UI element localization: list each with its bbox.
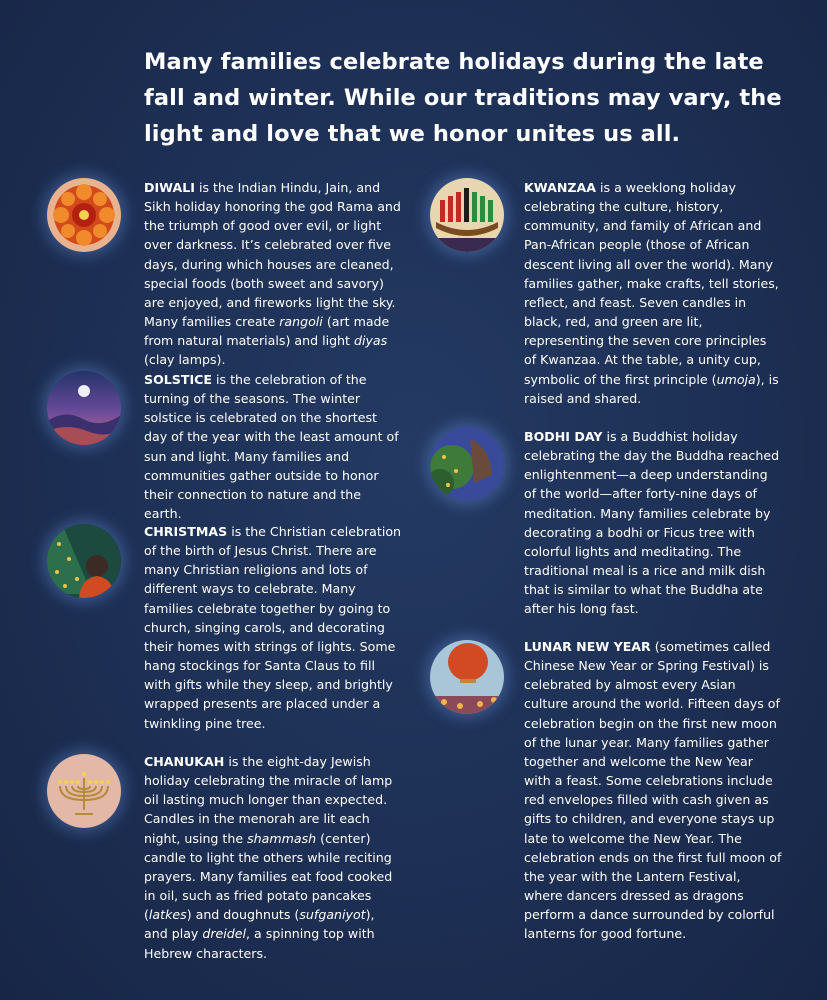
italic-term: dreidel — [202, 926, 247, 942]
holiday-title: DIWALI — [144, 180, 195, 195]
holiday-description: ), is raised and shared. — [524, 371, 779, 406]
italic-term: umoja — [716, 371, 756, 387]
solstice-moon-icon — [47, 371, 121, 445]
italic-term: latkes — [148, 907, 187, 923]
lantern-icon — [430, 640, 504, 714]
holiday-entry-bodhi-day — [524, 427, 782, 619]
holiday-description: is the Indian Hindu, Jain, and Sikh holiday honoring the god Rama and the triumph of good over evil, or light over darkness. It’s celebrated over five days, during which houses are cleaned, special foods (both sweet and savory) are enjoyed, and fireworks light the sky. Many families create — [144, 180, 401, 330]
holiday-entry-kwanzaa — [524, 178, 782, 408]
kinara-candles-icon — [430, 178, 504, 252]
holiday-description: is the Christian celebration of the birth of Jesus Christ. There are many Christian religions and lots of different ways to celebrate. Many families celebrate together by going to church, singing carols, and decorating their homes with strings of lights. Some hang stockings for Santa Claus to fill with gifts while they sleep, and brightly wrapped presents are placed under a twinkling pine tree. — [144, 524, 402, 731]
holiday-description: is the celebration of the turning of the seasons. The winter solstice is celebrated on the shortest day of the year with the least amount of sun and light. Many families and communities gather outside to honor their connection to nature and the earth. — [144, 372, 399, 522]
holiday-description: , a spinning top with Hebrew characters. — [144, 926, 375, 961]
holiday-title: CHANUKAH — [144, 754, 225, 769]
holiday-description: (center) candle to light the others while reciting prayers. Many families eat food cooked in oil, such as fried potato pancakes ( — [144, 830, 393, 923]
italic-term: rangoli — [279, 314, 323, 330]
diwali-rangoli-icon — [47, 178, 121, 252]
holiday-description: (art made from natural materials) and light — [144, 314, 390, 349]
italic-term: shammash — [247, 830, 317, 846]
holiday-entry-solstice — [144, 370, 402, 523]
holiday-title: KWANZAA — [524, 180, 596, 195]
italic-term: diyas — [353, 333, 388, 349]
holiday-description: is a Buddhist holiday celebrating the day the Buddha reached enlightenment—a deep understanding of the world—after forty-nine days of meditation. Many families celebrate by decorating a bodhi or Ficus tree with colorful lights and meditating. The traditional meal is a rice and milk dish that is similar to what the Buddha ate after his long fast. — [524, 429, 780, 617]
holiday-description: is a weeklong holiday celebrating the culture, history, community, and family of African and Pan-African people (those of African descent living all over the world). Many families gather, make crafts, tell stories, reflect, and feast. Seven candles in black, red, and green are lit, representing the seven core principles of Kwanzaa. At the table, a unity cup, symbolic of the first principle ( — [524, 180, 779, 387]
holiday-entry-chanukah — [144, 752, 402, 963]
bodhi-tree-icon — [430, 427, 504, 501]
menorah-icon — [47, 754, 121, 828]
holiday-description: is the eight-day Jewish holiday celebrating the miracle of lamp oil lasting much longer than expected. Candles in the menorah are lit each night, using the — [144, 754, 393, 846]
holiday-title: CHRISTMAS — [144, 524, 228, 539]
holiday-title: SOLSTICE — [144, 372, 212, 387]
holiday-entry-lunar-new-year — [524, 637, 782, 944]
holiday-title: LUNAR NEW YEAR — [524, 639, 651, 654]
christmas-tree-icon — [47, 524, 121, 598]
holiday-entry-christmas — [144, 522, 402, 733]
holiday-entry-diwali — [144, 178, 402, 370]
holiday-description: (clay lamps). — [144, 352, 226, 368]
holiday-description: ), and play — [144, 907, 375, 942]
italic-term: sufganiyot — [299, 907, 366, 923]
intro-heading: Many families celebrate holidays during the late fall and winter. While our traditions may vary, the light and love that we honor unites us all. — [144, 49, 782, 147]
holiday-description: ) and doughnuts ( — [186, 907, 300, 923]
holiday-description: (sometimes called Chinese New Year or Spring Festival) is celebrated by almost every Asian culture around the world. Fifteen days of celebration begin on the first new moon of the lunar year. Many families gather together and welcome the New Year with a feast. Some celebrations include red envelopes filled with cash given as gifts to children, and everyone stays up late to welcome the New Year. The celebration ends on the first full moon of the year with the Lantern Festival, where dancers dressed as dragons perform a dance surrounded by colorful lanterns for good fortune. — [524, 639, 782, 942]
holiday-title: BODHI DAY — [524, 429, 603, 444]
